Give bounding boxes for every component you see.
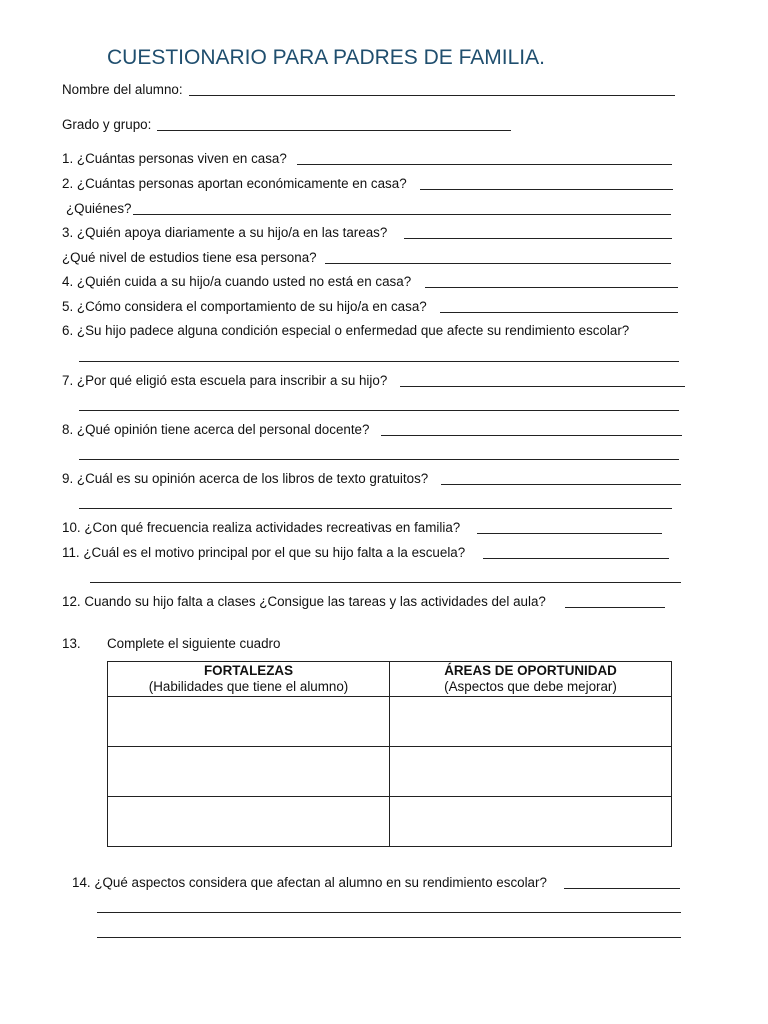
- answer-line-11b[interactable]: [90, 582, 681, 583]
- answer-line-10[interactable]: [477, 533, 662, 534]
- opportunities-cell[interactable]: [390, 797, 672, 847]
- answer-line-8b[interactable]: [79, 459, 679, 460]
- table-row: [108, 797, 672, 847]
- answer-line-6[interactable]: [79, 361, 679, 362]
- answer-line-2b[interactable]: [133, 214, 671, 215]
- question-7: 7. ¿Por qué eligió esta escuela para inscribir a su hijo?: [62, 373, 388, 388]
- table-row: [108, 747, 672, 797]
- student-name-label: Nombre del alumno:: [62, 82, 183, 97]
- answer-line-14[interactable]: [564, 888, 680, 889]
- table-header-opportunities: [390, 662, 672, 697]
- strengths-cell[interactable]: [108, 747, 390, 797]
- answer-line-5[interactable]: [440, 312, 678, 313]
- table-header-strengths: [108, 662, 390, 697]
- answer-line-3b[interactable]: [325, 263, 671, 264]
- question-4: 4. ¿Quién cuida a su hijo/a cuando usted no está en casa?: [62, 274, 412, 289]
- strengths-cell[interactable]: [108, 797, 390, 847]
- answer-line-14c[interactable]: [97, 937, 681, 938]
- question-9: 9. ¿Cuál es su opinión acerca de los libros de texto gratuitos?: [62, 471, 429, 486]
- question-2b: ¿Quiénes?: [66, 201, 132, 216]
- answer-line-7b[interactable]: [79, 410, 679, 411]
- question-8: 8. ¿Qué opinión tiene acerca del personal docente?: [62, 422, 370, 437]
- question-6: 6. ¿Su hijo padece alguna condición especial o enfermedad que afecte su rendimiento escolar?: [62, 323, 630, 338]
- student-name-field[interactable]: [189, 95, 675, 96]
- grade-group-field[interactable]: [157, 130, 511, 131]
- opportunities-cell[interactable]: [390, 697, 672, 747]
- table-header-row: [108, 662, 672, 697]
- question-11: 11. ¿Cuál es el motivo principal por el que su hijo falta a la escuela?: [62, 545, 466, 560]
- answer-line-3[interactable]: [404, 238, 672, 239]
- question-1: 1. ¿Cuántas personas viven en casa?: [62, 151, 287, 166]
- question-13-number: 13.: [62, 636, 81, 651]
- answer-line-9b[interactable]: [79, 508, 672, 509]
- table-row: [108, 697, 672, 747]
- answer-line-2[interactable]: [420, 189, 673, 190]
- answer-line-7[interactable]: [400, 386, 685, 387]
- answer-line-1[interactable]: [297, 164, 672, 165]
- question-10: 10. ¿Con qué frecuencia realiza actividades recreativas en familia?: [62, 520, 461, 535]
- strengths-opportunities-table: [107, 661, 672, 847]
- answer-line-12[interactable]: [565, 607, 665, 608]
- question-3: 3. ¿Quién apoya diariamente a su hijo/a en las tareas?: [62, 225, 388, 240]
- question-13: Complete el siguiente cuadro: [107, 636, 281, 651]
- question-12: 12. Cuando su hijo falta a clases ¿Consigue las tareas y las actividades del aula?: [62, 594, 546, 609]
- opportunities-subtitle: (Aspectos que debe mejorar): [444, 679, 617, 694]
- question-5: 5. ¿Cómo considera el comportamiento de su hijo/a en casa?: [62, 299, 427, 314]
- strengths-cell[interactable]: [108, 697, 390, 747]
- page-title: CUESTIONARIO PARA PADRES DE FAMILIA.: [107, 46, 545, 69]
- strengths-title: FORTALEZAS: [203, 663, 293, 678]
- question-14: 14. ¿Qué aspectos considera que afectan al alumno en su rendimiento escolar?: [72, 875, 547, 890]
- opportunities-cell[interactable]: [390, 747, 672, 797]
- answer-line-11[interactable]: [483, 558, 669, 559]
- question-2: 2. ¿Cuántas personas aportan económicamente en casa?: [62, 176, 407, 191]
- strengths-subtitle: (Habilidades que tiene el alumno): [148, 679, 349, 694]
- answer-line-9[interactable]: [441, 484, 681, 485]
- grade-group-label: Grado y grupo:: [62, 117, 152, 132]
- answer-line-14b[interactable]: [97, 912, 681, 913]
- question-3b: ¿Qué nivel de estudios tiene esa persona?: [62, 250, 317, 265]
- opportunities-title: ÁREAS DE OPORTUNIDAD: [444, 663, 617, 678]
- answer-line-4[interactable]: [425, 287, 678, 288]
- answer-line-8[interactable]: [381, 435, 682, 436]
